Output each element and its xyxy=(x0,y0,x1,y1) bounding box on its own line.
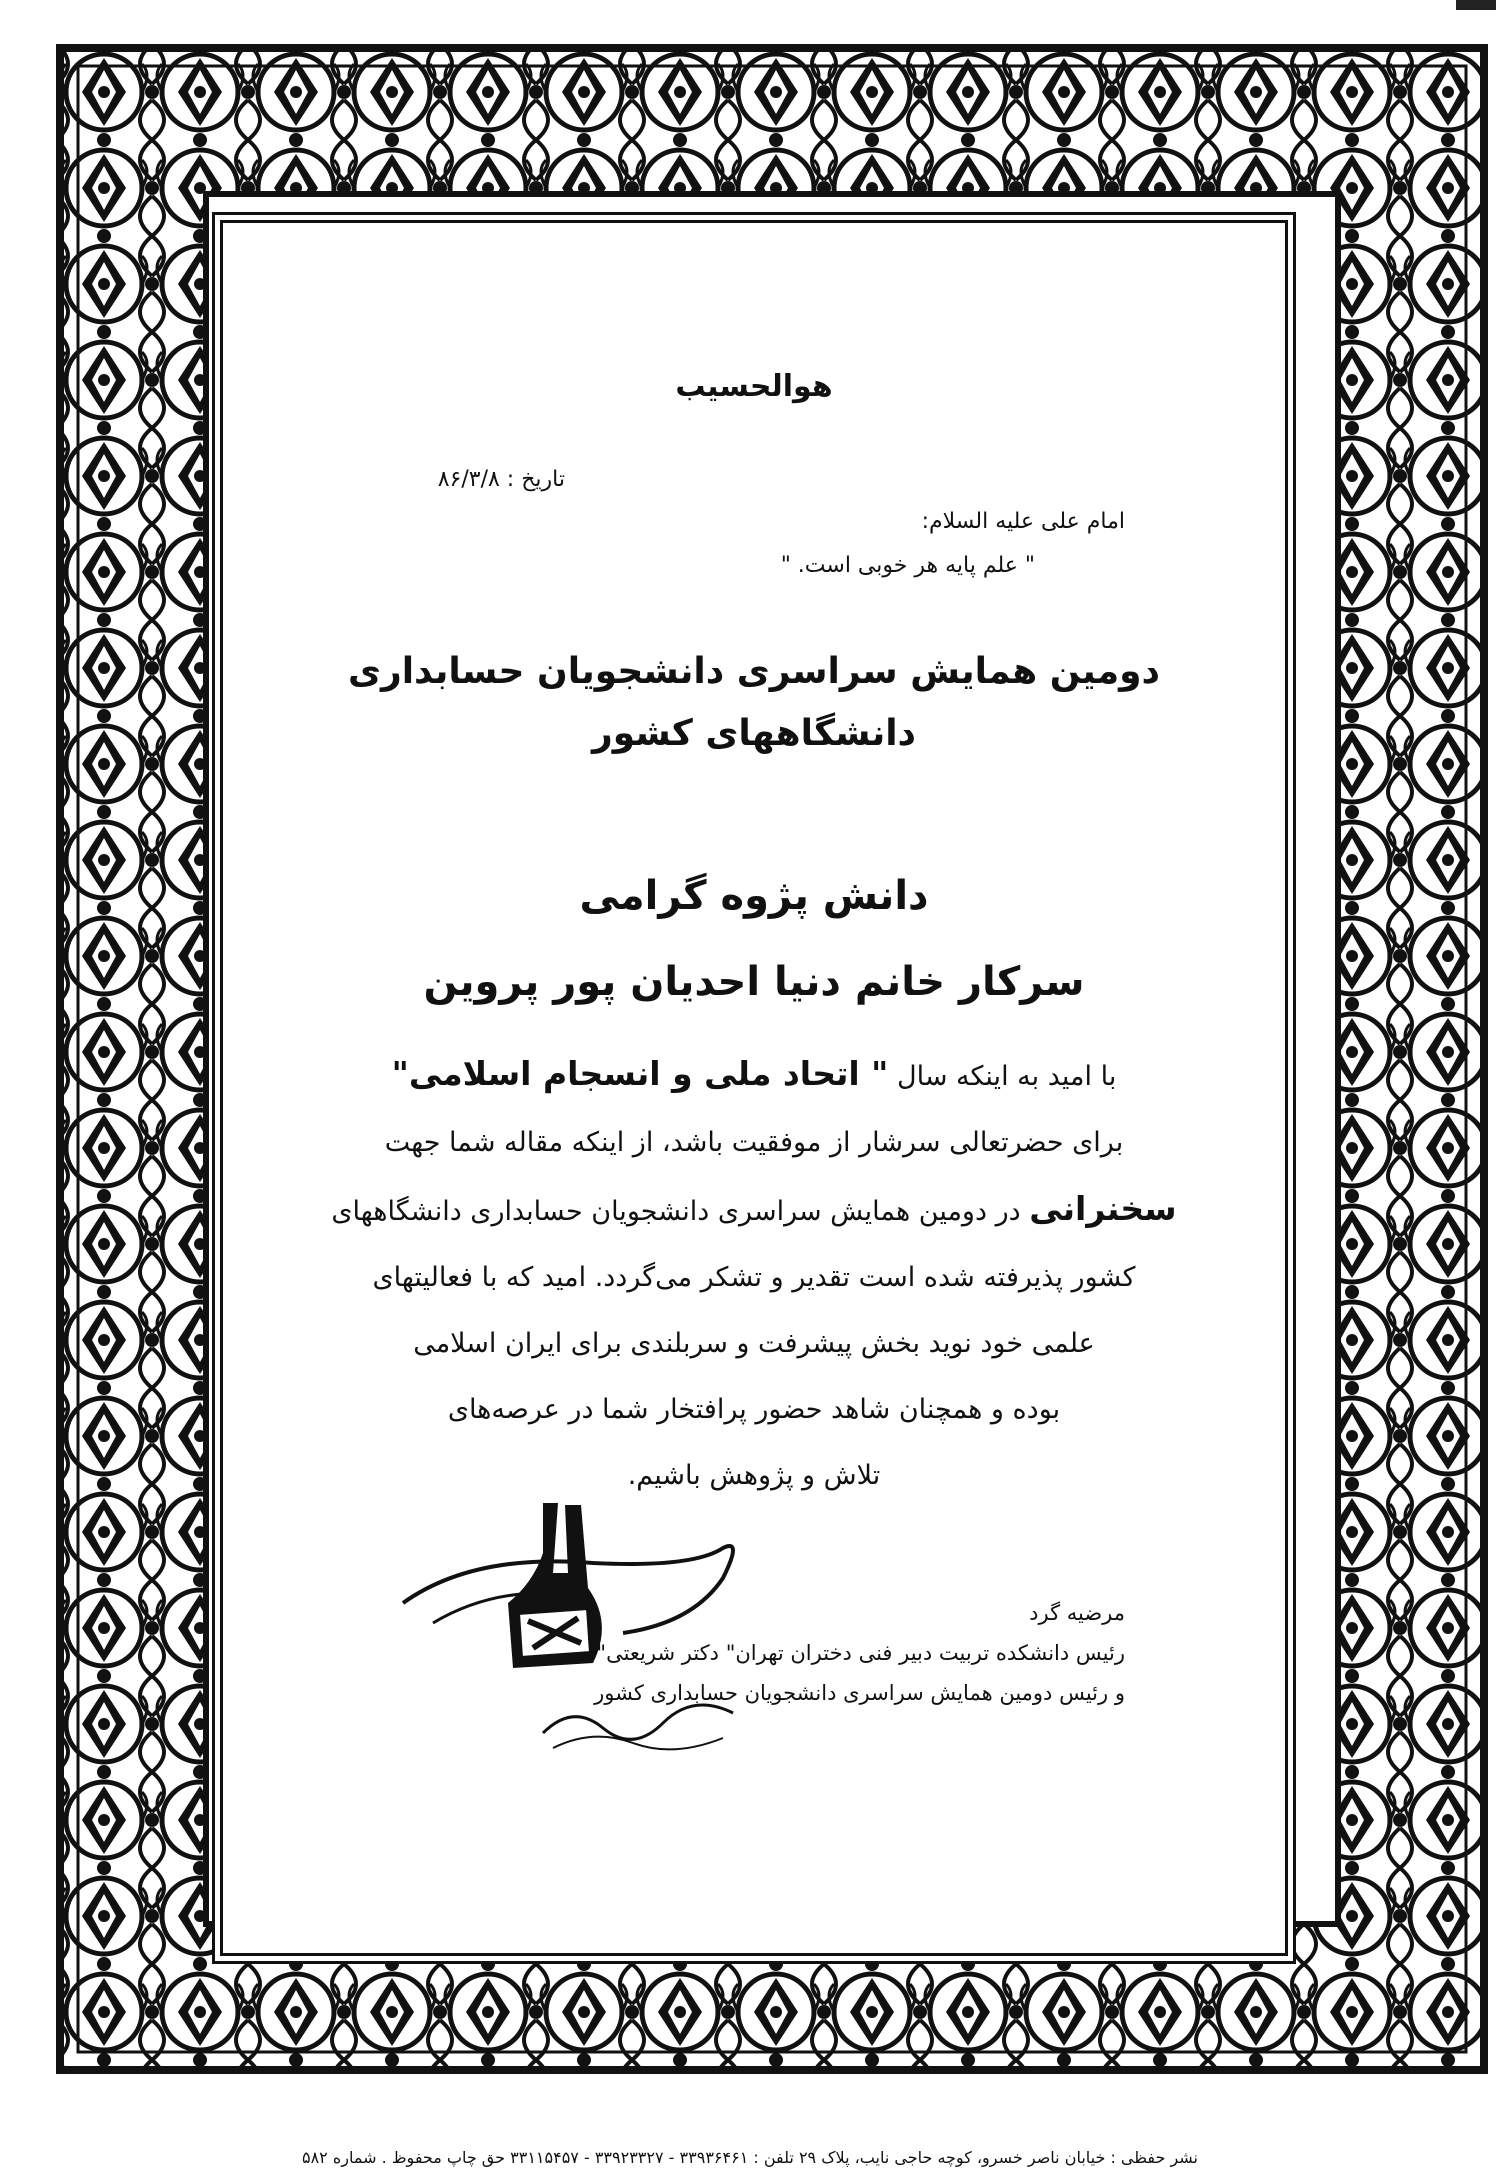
invocation-heading: هوالحسیب xyxy=(675,369,833,404)
body-line-6: بوده و همچنان شاهد حضور پرافتخار شما در عرصه‌های xyxy=(447,1394,1061,1425)
handwritten-stamp-note xyxy=(533,1693,743,1763)
body-line-4: کشور پذیرفته شده است تقدیر و تشکر می‌گردد. امید که با فعالیتهای xyxy=(372,1262,1136,1293)
event-title-line2: دانشگاههای کشور xyxy=(591,713,917,754)
recipient-name: سرکار خانم دنیا احدیان پور پروین xyxy=(423,959,1085,1005)
body-line-2: برای حضرتعالی سرشار از موفقیت باشد، از اینکه مقاله شما جهت xyxy=(384,1127,1124,1158)
date-label: تاریخ : ۸۶/۳/۸ xyxy=(437,467,565,492)
scan-edge-mark xyxy=(1456,0,1496,10)
body-line-3-rest: در دومین همایش سراسری دانشجویان حسابداری دانشگاههای xyxy=(331,1196,1021,1227)
certificate-text xyxy=(223,1041,1285,1509)
addressee xyxy=(223,853,1285,1025)
salutation: دانش پژوه گرامی xyxy=(579,873,929,919)
certificate-body xyxy=(220,220,1288,1956)
quote-author: امام علی علیه السلام: xyxy=(921,509,1125,534)
event-title-line1: دومین همایش سراسری دانشجویان حسابداری xyxy=(347,651,1161,692)
body-line-1 xyxy=(223,1041,1285,1110)
signatory-title-2: و رئیس دومین همایش سراسری دانشجویان حسابداری کشور xyxy=(594,1681,1125,1705)
event-title xyxy=(223,641,1285,765)
body-line-1-prefix: با امید به اینکه سال xyxy=(896,1061,1117,1092)
body-line-7: تلاش و پژوهش باشیم. xyxy=(627,1460,881,1491)
printer-footer: نشر حفظی : خیابان ناصر خسرو، کوچه حاجی نایب، پلاک ۲۹ تلفن : ۳۳۹۳۶۴۶۱ - ۳۳۹۲۳۳۲۷ - ۳۳۱۱۵۴۵۷ حق چاپ محفوظ . شماره ۵۸۲ xyxy=(301,2148,1199,2167)
presentation-keyword: سخنرانی xyxy=(1029,1189,1177,1228)
year-slogan: " اتحاد ملی و انسجام اسلامی" xyxy=(391,1054,889,1093)
body-line-3 xyxy=(223,1176,1285,1245)
body-line-5: علمی خود نوید بخش پیشرفت و سربلندی برای ایران اسلامی xyxy=(413,1328,1095,1359)
signatory-name: مرضیه گرد xyxy=(1029,1601,1125,1625)
quote-text: " علم پایه هر خوبی است. " xyxy=(780,553,1035,578)
signatory-title-1: رئیس دانشکده تربیت دبیر فنی دختران تهران" دکتر شریعتی" xyxy=(596,1641,1125,1665)
